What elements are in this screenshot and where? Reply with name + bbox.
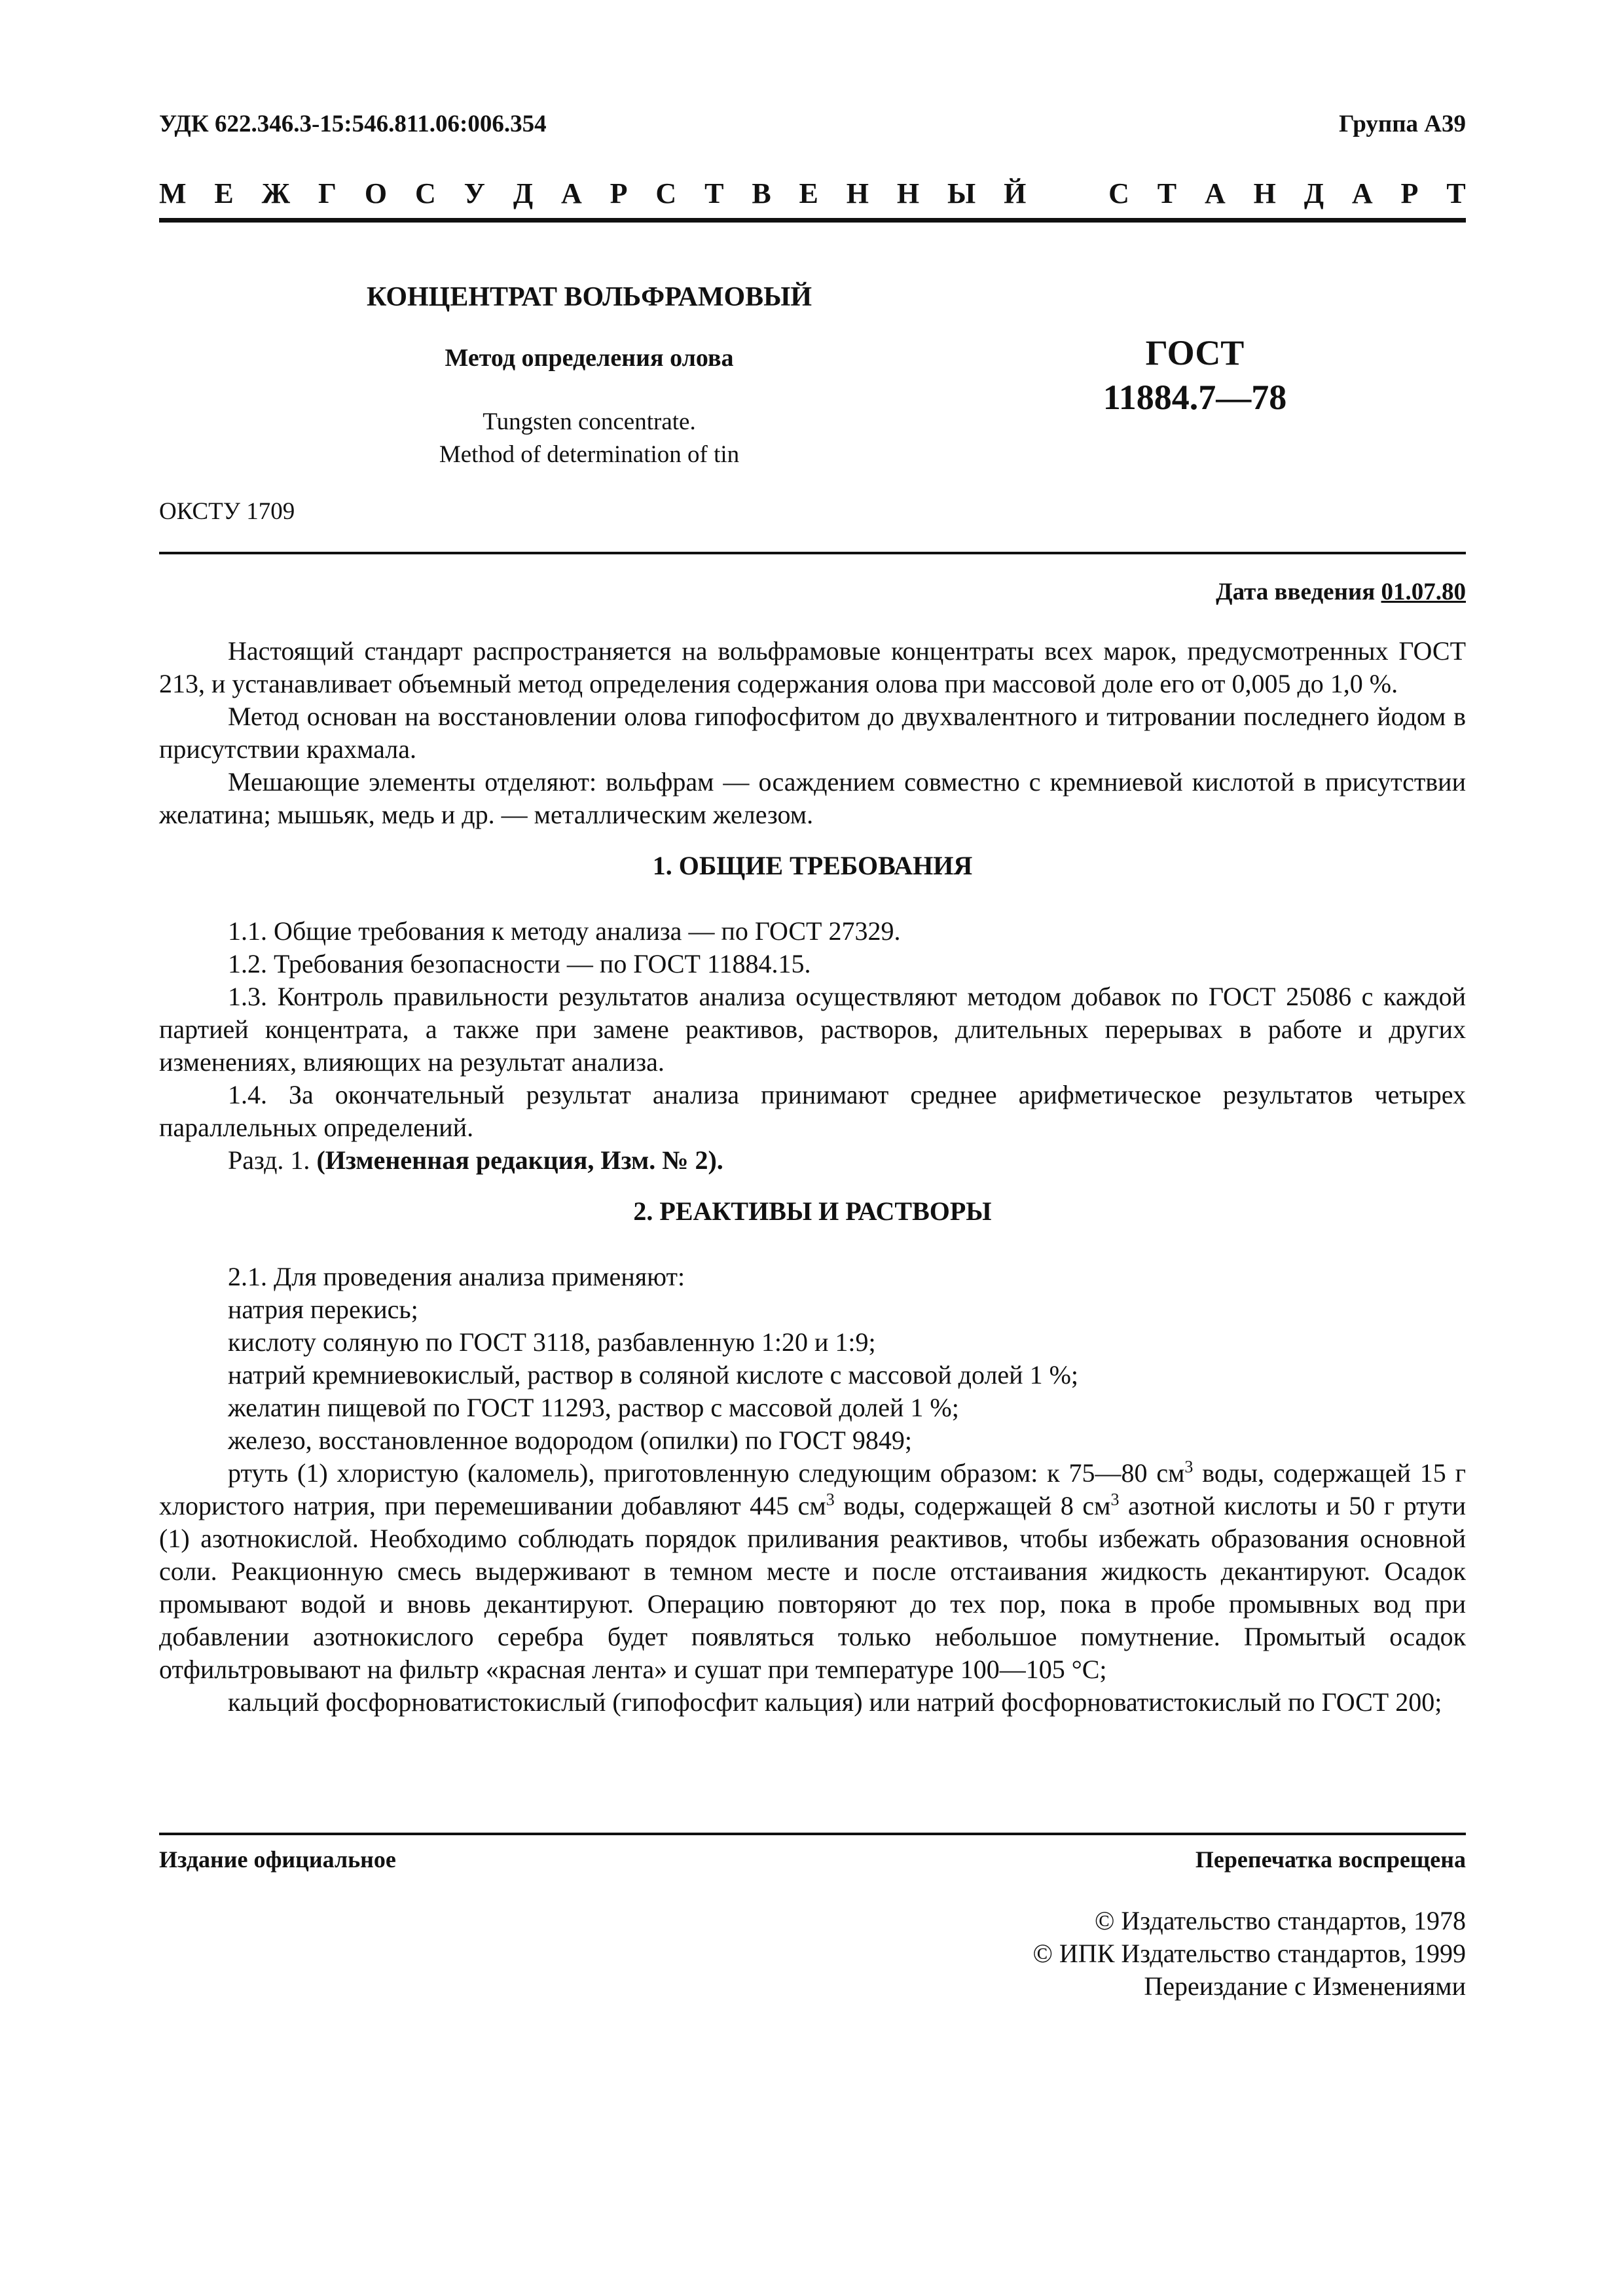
section-1-amendment-note — [159, 1144, 1466, 1177]
clause-1-3: 1.3. Контроль правильности результатов анализа осуществляют методом добавок по ГОСТ 25086 с каждой партией концентрата, а также при замене реактивов, растворов, длительных перерывах в работе и других изменениях, влияющих на результат анализа. — [159, 982, 1466, 1077]
clause-1-2: 1.2. Требования безопасности — по ГОСТ 11884.15. — [228, 949, 811, 978]
banner-letter: О — [364, 177, 388, 209]
reagent-item: натрия перекись; — [228, 1295, 418, 1324]
reprint-prohibited: Перепечатка воспрещена — [1195, 1846, 1466, 1873]
introduction-date — [1216, 578, 1466, 606]
document-subtitle: Метод определения олова — [445, 344, 734, 372]
section-title-2: 2. РЕАКТИВЫ И РАСТВОРЫ — [633, 1196, 992, 1226]
reagent-item: кислоту соляную по ГОСТ 3118, разбавленную 1:20 и 1:9; — [228, 1327, 876, 1357]
copyright-block — [1033, 1905, 1466, 2003]
banner-letter: Д — [513, 177, 534, 209]
reagent-item: желатин пищевой по ГОСТ 11293, раствор с массовой долей 1 %; — [228, 1393, 959, 1422]
banner-letter: Е — [214, 177, 234, 209]
english-title — [196, 406, 982, 471]
banner-letter: Ж — [261, 177, 291, 209]
text-run: воды, содержащей 8 см — [834, 1491, 1111, 1520]
banner-letter: Е — [799, 177, 818, 209]
banner-letter: Й — [1004, 177, 1027, 209]
gost-number — [1048, 331, 1342, 420]
banner-letter: Р — [610, 177, 628, 209]
copyright-line: © ИПК Издательство стандартов, 1999 — [1032, 1939, 1466, 1968]
header-rule — [159, 218, 1466, 223]
banner-letter: А — [1351, 177, 1373, 209]
clause-1-1: 1.1. Общие требования к методу анализа — по ГОСТ 27329. — [228, 916, 901, 946]
gost-code: 11884.7—78 — [1103, 378, 1287, 417]
document-body — [159, 635, 1466, 1719]
amendment-prefix: Разд. 1. — [228, 1145, 310, 1175]
introduction-date-label: Дата введения — [1216, 579, 1376, 605]
banner-letter: Т — [1157, 177, 1177, 209]
clause-2-1: 2.1. Для проведения анализа применяют: — [228, 1262, 685, 1291]
banner-letter: С — [1108, 177, 1129, 209]
text-run: воды, содержащей 15 г хлористого натрия, при перемешивании добавляют 445 см — [159, 1458, 1466, 1520]
text-run: азотной кислоты и 50 г ртути (1) азотнокислой. Необходимо соблюдать порядок приливания реактивов, чтобы избежать образования основной соли. Реакционную смесь выдерживают в темном месте и после отстаивания жидкость декантируют. Осадок промывают водой и вновь декантируют. Операцию повторяют до тех пор, пока в пробе промывных вод при добавлении азотнокислого серебра будет появляться только небольшое помутнение. Промытый осадок отфильтровывают на фильтр «красная лента» и сушат при температуре 100—105 °С; — [159, 1491, 1467, 1684]
banner-letter: Г — [318, 177, 337, 209]
banner-letter: Ы — [947, 177, 976, 209]
text-run: ртуть (1) хлористую (каломель), приготовленную следующим образом: к 75—80 см — [228, 1458, 1185, 1488]
official-edition: Издание официальное — [159, 1846, 396, 1873]
banner-letter: М — [159, 177, 187, 209]
banner-letter: Р — [1400, 177, 1419, 209]
introduction-date-value: 01.07.80 — [1381, 579, 1466, 605]
interstate-standard-banner — [159, 177, 1466, 210]
reagent-item-calomel — [159, 1457, 1466, 1686]
clause-1-4: 1.4. За окончательный результат анализа принимают среднее арифметическое результатов четырех параллельных определений. — [159, 1080, 1466, 1142]
superscript: 3 — [1110, 1490, 1120, 1509]
banner-letter: А — [1204, 177, 1226, 209]
superscript: 3 — [1184, 1457, 1194, 1477]
english-title-line: Tungsten concentrate. — [483, 408, 696, 435]
banner-letter: С — [415, 177, 436, 209]
banner-letter: Д — [1304, 177, 1324, 209]
reagent-item: железо, восстановленное водородом (опилки) по ГОСТ 9849; — [228, 1426, 912, 1455]
paragraph: Мешающие элементы отделяют: вольфрам — осаждением совместно с кремниевой кислотой в присутствии желатина; мышьяк, медь и др. — металлическим железом. — [159, 767, 1466, 829]
reissue-note: Переиздание с Изменениями — [1144, 1971, 1466, 2001]
banner-gap — [1054, 177, 1080, 210]
reagent-item: кальций фосфорноватистокислый (гипофосфит кальция) или натрий фосфорноватистокислый по ГОСТ 200; — [228, 1687, 1442, 1717]
english-title-line: Method of determination of tin — [439, 441, 740, 468]
banner-letter: С — [655, 177, 677, 209]
banner-letter: Т — [1446, 177, 1466, 209]
amendment-text: (Измененная редакция, Изм. № 2). — [316, 1145, 723, 1175]
banner-letter: Н — [1253, 177, 1276, 209]
banner-letter: Н — [846, 177, 869, 209]
copyright-line: © Издательство стандартов, 1978 — [1094, 1906, 1466, 1935]
group-code: Группа А39 — [1339, 111, 1466, 137]
paragraph: Настоящий стандарт распространяется на вольфрамовые концентраты всех марок, предусмотренных ГОСТ 213, и устанавливает объемный метод определения содержания олова при массовой доле его от 0,005 до 1,0 %. — [159, 636, 1466, 698]
reagent-item: натрий кремниевокислый, раствор в соляной кислоте с массовой долей 1 %; — [228, 1360, 1079, 1390]
section-title-1: 1. ОБЩИЕ ТРЕБОВАНИЯ — [652, 851, 973, 880]
paragraph: Метод основан на восстановлении олова гипофосфитом до двухвалентного и титровании последнего йодом в присутствии крахмала. — [159, 702, 1466, 764]
gost-label: ГОСТ — [1145, 333, 1245, 372]
document-title: КОНЦЕНТРАТ ВОЛЬФРАМОВЫЙ — [366, 282, 812, 312]
banner-letter: Т — [704, 177, 724, 209]
footer-rule — [159, 1833, 1466, 1835]
oksty-code: ОКСТУ 1709 — [159, 498, 295, 525]
udk-code: УДК 622.346.3-15:546.811.06:006.354 — [159, 111, 547, 137]
superscript: 3 — [826, 1490, 835, 1509]
banner-letter: А — [561, 177, 582, 209]
banner-letter: В — [752, 177, 771, 209]
title-rule — [159, 552, 1466, 554]
banner-letter: Н — [896, 177, 920, 209]
banner-letter: У — [464, 177, 485, 209]
